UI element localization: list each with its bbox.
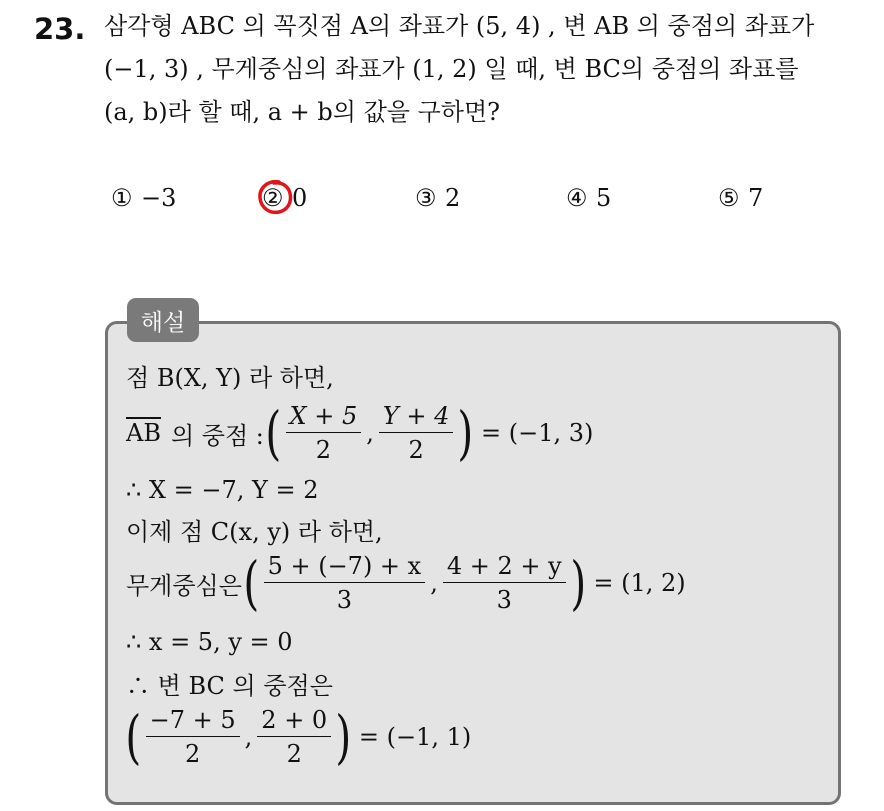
left-paren: ( — [243, 549, 260, 617]
fraction-x: $\frac{X + 5}{2}$ — [286, 402, 362, 464]
midpoint-label: 의 중점 : — [170, 421, 264, 450]
solution-line-3: ∴ X = −7, Y = 2 — [126, 476, 319, 504]
fraction-x: $\frac{5 + (-7) + x}{3}$ — [264, 552, 426, 614]
fraction-y: $\frac{Y + 4}{2}$ — [379, 402, 453, 464]
solution-line-4: 이제 점 C(x, y) 라 하면, — [126, 518, 383, 546]
fraction-x: $\frac{-7 + 5}{2}$ — [146, 706, 240, 768]
solution-line-2: $\overline{AB}$ 의 중점 : ( $\frac{X + 5}{2}$ , $\frac{Y + 4}{2}$ ) = (−1, 3) — [126, 399, 594, 467]
equation-result: = (1, 2) — [593, 569, 686, 597]
solution-line-5: 무게중심은 ( $\frac{5 + (-7) + x}{3}$ , $\frac{4 + 2 + y}{3}$ ) = (1, 2) — [126, 549, 686, 617]
solution-tab: 해설 — [127, 298, 199, 342]
choice-value: 7 — [748, 184, 764, 212]
question-line-3: (a, b)라 할 때, a + b의 값을 구하면? — [104, 98, 500, 126]
solution-line-7: ∴ 변 BC 의 중점은 — [126, 672, 333, 700]
solution-line-8: ( $\frac{-7 + 5}{2}$ , $\frac{2 + 0}{2}$ ) = (−1, 1) — [125, 703, 472, 771]
choice-value: 0 — [292, 184, 308, 212]
choice-4[interactable] — [566, 184, 611, 212]
choice-value: 5 — [596, 184, 612, 212]
right-paren: ) — [570, 549, 586, 617]
fraction-y: $\frac{2 + 0}{2}$ — [257, 706, 331, 768]
choice-number: ② — [262, 184, 284, 212]
question-number: 23. — [34, 12, 86, 46]
right-paren: ) — [457, 399, 474, 467]
choice-value: 2 — [445, 184, 461, 212]
choice-number: ④ — [566, 184, 588, 212]
choice-1[interactable] — [111, 184, 176, 212]
fraction-y: $\frac{4 + 2 + y}{3}$ — [443, 552, 566, 614]
choice-number: ① — [111, 184, 133, 212]
equation-result: = (−1, 1) — [358, 723, 472, 751]
choice-3[interactable] — [415, 184, 460, 212]
choice-number: ⑤ — [718, 184, 740, 212]
left-paren: ( — [265, 399, 282, 467]
question-line-2: (−1, 3) , 무게중심의 좌표가 (1, 2) 일 때, 변 BC의 중점의 좌표를 — [104, 55, 799, 83]
solution-line-6: ∴ x = 5, y = 0 — [126, 628, 293, 656]
answer-circle-mark-icon — [255, 177, 295, 217]
question-line-1: 삼각형 ABC 의 꼭짓점 A의 좌표가 (5, 4) , 변 AB 의 중점의 좌표가 — [104, 12, 815, 40]
right-paren: ) — [335, 703, 352, 771]
left-paren: ( — [125, 703, 142, 771]
choice-value: −3 — [141, 184, 177, 212]
centroid-label: 무게중심은 — [126, 571, 242, 600]
choice-number: ③ — [415, 184, 437, 212]
solution-line-1: 점 B(X, Y) 라 하면, — [126, 364, 334, 392]
choice-5[interactable] — [718, 184, 763, 212]
equation-result: = (−1, 3) — [481, 419, 594, 447]
segment-ab-label: $\overline{AB}$ — [126, 419, 161, 447]
